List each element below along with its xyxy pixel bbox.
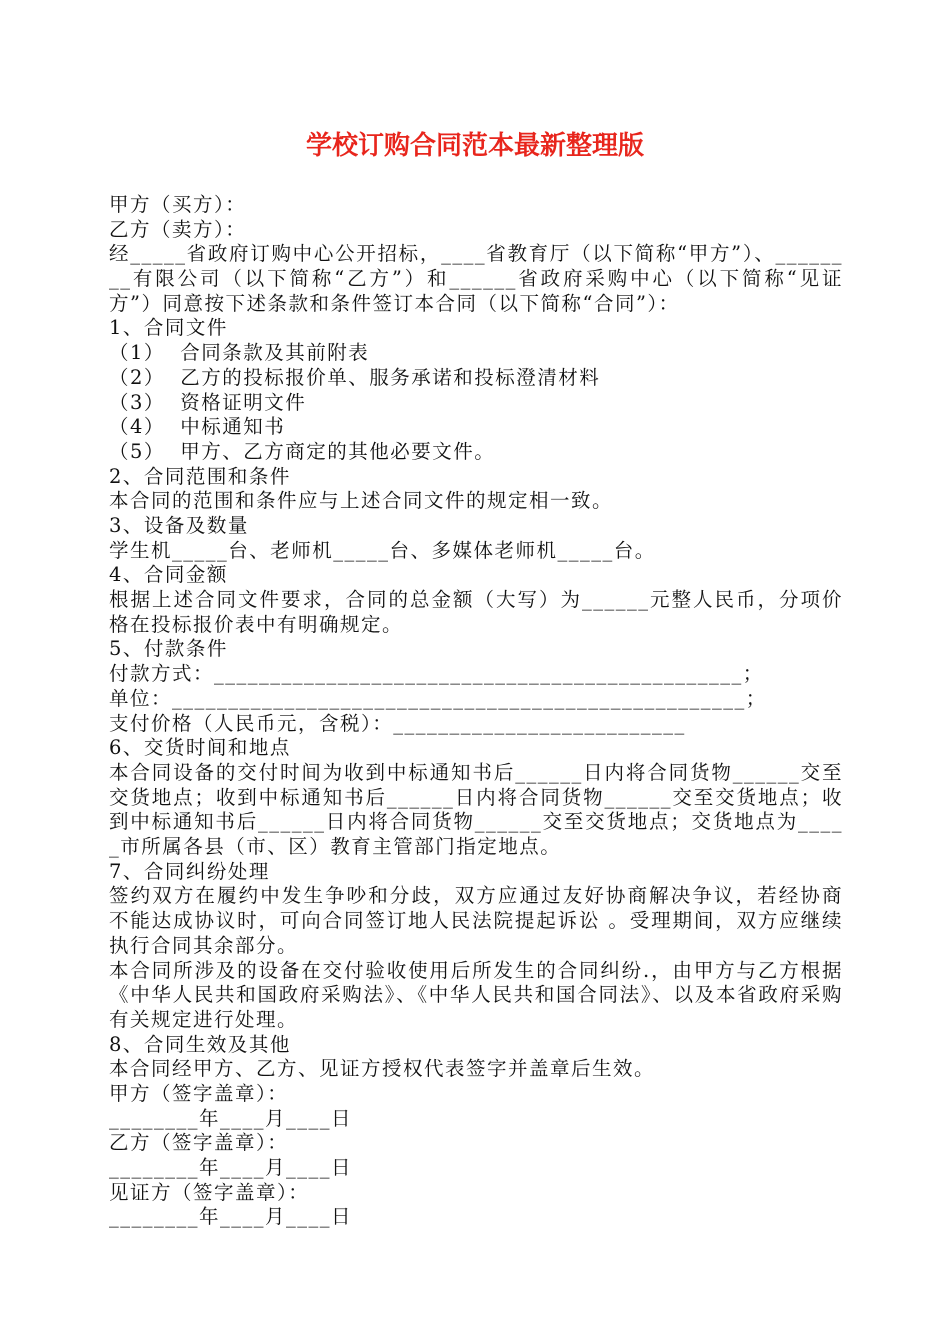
document-paragraph: 本合同所涉及的设备在交付验收使用后所发生的合同纠纷.，由甲方与乙方根据《中华人民共和国政府采购法》、《中华人民共和国合同法》、以及本省政府采购有关规定进行处理。 bbox=[109, 958, 843, 1031]
document-paragraph: 付款方式：_______________________________________________； bbox=[109, 662, 764, 686]
document-paragraph: 3、设备及数量 bbox=[109, 513, 249, 537]
document-paragraph: 2、合同范围和条件 bbox=[109, 464, 291, 488]
document-paragraph: 经_____省政府订购中心公开招标，____省教育厅（以下简称“甲方”）、________有限公司（以下简称“乙方”）和______省政府采购中心（以下简称“见证方”）同意按下述条款和条件签订本合同（以下简称“合同”）： bbox=[109, 242, 843, 315]
document-paragraph: 甲方（买方）： bbox=[109, 193, 247, 216]
document-paragraph: 本合同设备的交付时间为收到中标通知书后______日内将合同货物______交至交货地点；收到中标通知书后______日内将合同货物______交至交货地点；收到中标通知书后______日内将合同货物______交至交货地点；交货地点为_____市所属各县（市、区）教育主管部门指定地点。 bbox=[109, 760, 843, 858]
document-paragraph: 1、合同文件 bbox=[109, 316, 228, 340]
document-paragraph: 甲方（签字盖章）： bbox=[109, 1081, 289, 1105]
document-paragraph: （4） 中标通知书 bbox=[109, 415, 286, 439]
document-body bbox=[109, 193, 843, 1230]
document-title: 学校订购合同范本最新整理版 bbox=[305, 131, 644, 161]
document-paragraph: 乙方（卖方）： bbox=[109, 217, 247, 241]
document-paragraph: ________年____月____日 bbox=[109, 1205, 353, 1229]
document-paragraph: 支付价格（人民币元，含税）：__________________________ bbox=[109, 711, 686, 735]
document-paragraph: 乙方（签字盖章）： bbox=[109, 1131, 289, 1155]
document-paragraph: （5） 甲方、乙方商定的其他必要文件。 bbox=[109, 439, 496, 463]
document-paragraph: 7、合同纠纷处理 bbox=[109, 859, 270, 883]
document-paragraph: （1） 合同条款及其前附表 bbox=[109, 341, 370, 365]
document-paragraph: 根据上述合同文件要求，合同的总金额（大写）为______元整人民币，分项价格在投标报价表中有明确规定。 bbox=[109, 588, 843, 636]
document-paragraph: ________年____月____日 bbox=[109, 1156, 353, 1180]
document-paragraph: 本合同经甲方、乙方、见证方授权代表签字并盖章后生效。 bbox=[109, 1057, 656, 1081]
document-paragraph: 4、合同金额 bbox=[109, 563, 228, 587]
document-paragraph: 学生机_____台、老师机_____台、多媒体老师机_____台。 bbox=[109, 538, 656, 562]
document-paragraph: （3） 资格证明文件 bbox=[109, 390, 307, 414]
document-paragraph: 6、交货时间和地点 bbox=[109, 736, 291, 760]
document-paragraph: 见证方（签字盖章）： bbox=[109, 1180, 310, 1204]
document-paragraph: ________年____月____日 bbox=[109, 1106, 353, 1130]
document-paragraph: 单位：___________________________________________________； bbox=[109, 686, 767, 710]
document-paragraph: 5、付款条件 bbox=[109, 637, 228, 661]
document-paragraph: 签约双方在履约中发生争吵和分歧，双方应通过友好协商解决争议，若经协商不能达成协议时，可向合同签订地人民法院提起诉讼 。受理期间，双方应继续执行合同其余部分。 bbox=[109, 884, 843, 957]
document-paragraph: 8、合同生效及其他 bbox=[109, 1032, 291, 1056]
document-paragraph: 本合同的范围和条件应与上述合同文件的规定相一致。 bbox=[109, 489, 614, 513]
document-paragraph: （2） 乙方的投标报价单、服务承诺和投标澄清材料 bbox=[109, 365, 601, 389]
